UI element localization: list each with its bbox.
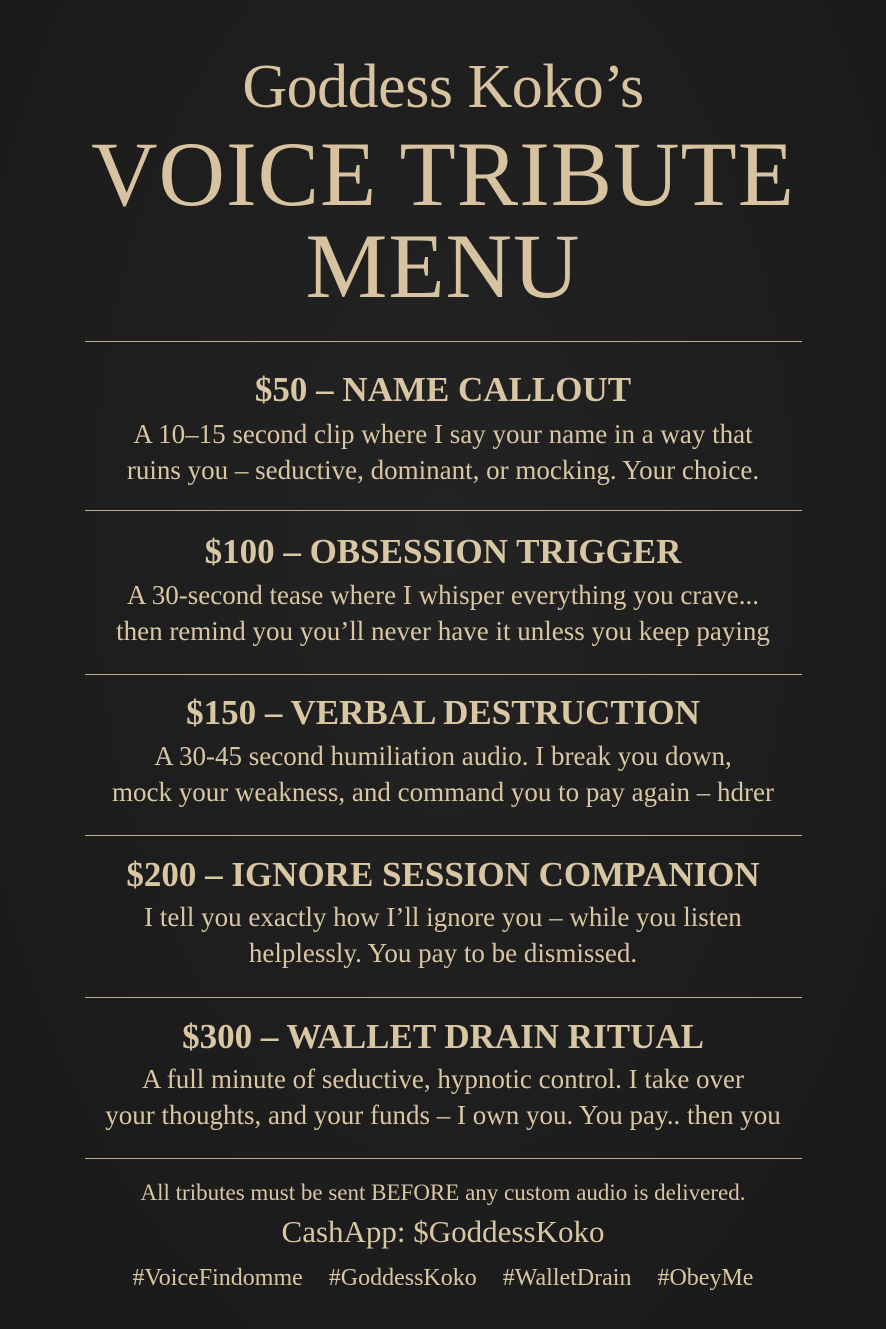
item-description-line: mock your weakness, and command you to pay again – hdrer <box>111 777 775 807</box>
item-description-line: A 30-second tease where I whisper everything you crave... <box>126 580 760 610</box>
item-heading-obsession-trigger: $100 – OBSESSION TRIGGER <box>204 532 682 571</box>
hashtag: #GoddessKoko <box>328 1265 477 1291</box>
page-title-line1: VOICE TRIBUTE <box>91 123 795 225</box>
item-heading-name-callout: $50 – NAME CALLOUT <box>254 370 632 409</box>
hashtag: #VoiceFindomme <box>132 1265 303 1291</box>
item-heading-verbal-destruction: $150 – VERBAL DESTRUCTION <box>186 693 700 732</box>
item-description-wallet-drain <box>0 1061 886 1133</box>
item-description-obsession-trigger <box>0 577 886 649</box>
item-heading-wallet-drain: $300 – WALLET DRAIN RITUAL <box>182 1017 704 1056</box>
page-title <box>0 123 886 317</box>
divider <box>85 674 802 675</box>
footer-note: All tributes must be sent BEFORE any custom audio is delivered. <box>140 1180 746 1205</box>
divider <box>85 510 802 511</box>
item-description-line: helplessly. You pay to be dismissed. <box>248 938 638 968</box>
cashapp-handle: CashApp: $GoddessKoko <box>281 1214 605 1249</box>
page-title-line2: MENU <box>305 215 581 317</box>
item-description-line: A 30-45 second humiliation audio. I break you down, <box>154 741 732 771</box>
hashtag: #WalletDrain <box>502 1265 632 1291</box>
item-description-name-callout <box>0 416 886 488</box>
item-description-line: ruins you – seductive, dominant, or mocking. Your choice. <box>126 455 760 485</box>
item-description-line: A 10–15 second clip where I say your name in a way that <box>133 419 753 449</box>
divider <box>85 341 802 342</box>
divider <box>85 835 802 836</box>
item-description-line: then remind you you’ll never have it unless you keep paying <box>116 616 770 646</box>
divider <box>85 997 802 998</box>
item-heading-ignore-session: $200 – IGNORE SESSION COMPANION <box>126 855 760 894</box>
item-description-line: I tell you exactly how I’ll ignore you – while you listen <box>144 902 742 932</box>
item-description-verbal-destruction <box>0 738 886 810</box>
item-description-line: your thoughts, and your funds – I own you. You pay.. then you <box>105 1100 781 1130</box>
hashtag: #ObeyMe <box>657 1265 754 1291</box>
divider <box>85 1158 802 1159</box>
item-description-ignore-session <box>0 899 886 971</box>
item-description-line: A full minute of seductive, hypnotic control. I take over <box>141 1064 745 1094</box>
page-subtitle: Goddess Koko’s <box>242 53 644 121</box>
hashtags <box>0 1260 886 1296</box>
